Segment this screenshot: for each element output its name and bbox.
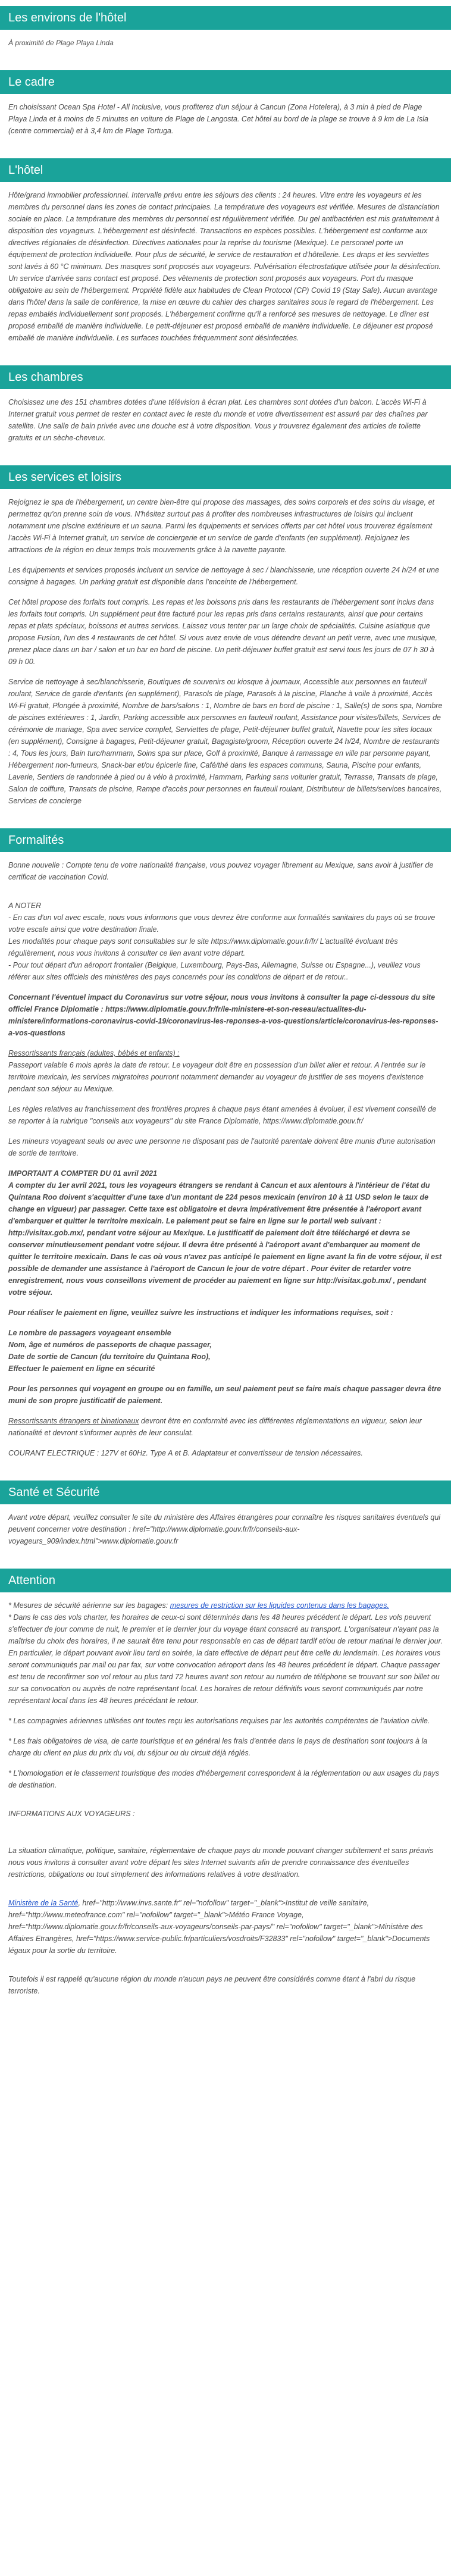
etrangers-label: Ressortissants étrangers et binationaux	[8, 1417, 139, 1425]
compagnies-text: * Les compagnies aériennes utilisées ont toutes reçu les autorisations requises par les autorités compétentes de l'aviation civile.	[8, 1717, 430, 1725]
regler-list: Le nombre de passagers voyageant ensemble Nom, âge et numéros de passeports de chaque passager, Date de sortie de Cancun (du territoire du Quintana Roo), Effectuer le paiement en ligne en sécurité	[8, 1329, 212, 1373]
anoter-3: - Pour tout départ d'un aéroport frontalier (Belgique, Luxembourg, Pays-Bas, Allemagne, Suisse ou Espagne...), veuillez vous référer aux sites officiels des ministères des pays concernés pour les conditions de départ et de retour..	[8, 961, 421, 981]
horaires-text: * Dans le cas des vols charter, les horaires de ceux-ci sont déterminés dans les 48 heures précédent le départ. Les vols peuvent s'effectuer de jour comme de nuit, le premier et le dernier jour du voyage étant consacré au transport. L'organisateur n'ayant pas la maîtrise du choix des horaires, il ne saurait être tenu pour responsable en cas de départ tardif et/ou de retour matinal le dernier jour. En particulier, le départ pouvant avoir lieu tard en soirée, la date effective de départ peut être celle du lendemain. Les horaires vous seront communiqués par mail ou par fax, sur votre convocation aéroport dans les 48 heures précédent le départ. Chaque passager est tenu de reconfirmer son vol retour au plus tard 72 heures avant son retour au numéro de téléphone se trouvant sur son billet ou sur sa convocation ou auprès de notre représentant local. Les horaires de retour définitifs vous seront communiqués par notre représentant local dans les 48 heures précédant le retour.	[8, 1613, 443, 1705]
section-services	[0, 489, 451, 828]
ressortissants-text: Passeport valable 6 mois après la date de retour. Le voyageur doit être en possession d'un billet aller et retour. A l'entrée sur le territoire mexicain, les services migratoires pourront notamment demander au voyageur de justifier de ses moyens d'existence pendant son séjour au Mexique.	[8, 1061, 426, 1093]
famille-text: Pour les personnes qui voyagent en groupe ou en famille, un seul paiement peut se faire mais chaque passager devra être muni de son propre justificatif de paiement.	[8, 1385, 441, 1405]
section-sante	[0, 1504, 451, 1569]
section-header-attention: Attention	[0, 1569, 451, 1592]
section-header-sante: Santé et Sécurité	[0, 1481, 451, 1504]
important-title: IMPORTANT A COMPTER DU 01 avril 2021	[8, 1169, 158, 1178]
etrangers-text: devront être en conformité avec les différentes réglementations en vigueur, selon leur nationalité et devront s'informer auprès de leur consulat.	[8, 1417, 422, 1437]
section-formalites	[0, 852, 451, 1481]
footer-text: Toutefois il est rappelé qu'aucune région du monde n'aucun pays ne peuvent être considérés comme étant à l'abri du risque terroriste.	[8, 1975, 416, 1995]
section-header-hotel: L'hôtel	[0, 158, 451, 182]
chambres-text: Choisissez une des 151 chambres dotées d'une télévision à écran plat. Les chambres sont dotées d'un balcon. L'accès Wi-Fi à Internet gratuit vous permet de rester en contact avec le reste du monde et votre divertissement est assuré par des chaînes par satellite. Une salle de bain privée avec une douche est à votre disposition. Vous y trouverez également des articles de toilette gratuits et un sèche-cheveux.	[8, 398, 428, 442]
sante-text: Avant votre départ, veuillez consulter le site du ministère des Affaires étrangères pour connaître les risques sanitaires éventuels qui peuvent concerner votre destination : href="http://www.diplomatie.gouv.fr/fr/conseils-aux-voyageurs_909/index.html">www.diplomatie.gouv.fr	[8, 1513, 441, 1545]
bagages-line	[8, 1600, 443, 1611]
concernant-text: Concernant l'éventuel impact du Coronavirus sur votre séjour, nous vous invitons à consulter la page ci-dessous du site officiel France Diplomatie : https://www.diplomatie.gouv.fr/fr/le-ministere-et-son-reseau/actualites-du-ministere/informations-coronavirus-covid-19/coronavirus-les-reponses-a-vos-questions/article/coronavirus-les-reponses-a-vos-questions	[8, 993, 439, 1037]
services-p2: Les équipements et services proposés incluent un service de nettoyage à sec / blanchisserie, une réception ouverte 24 h/24 et une consigne à bagages. Un parking gratuit est disponible dans l'enceinte de l'hébergement.	[8, 566, 440, 586]
ministere-para	[8, 1897, 443, 1957]
environs-text: À proximité de Plage Playa Linda	[8, 39, 114, 47]
important-text: A compter du 1er avril 2021, tous les voyageurs étrangers se rendant à Cancun et aux alentours à l'intérieur de l'état du Quintana Roo doivent s'acquitter d'une taxe d'un montant de 224 pesos mexicain (environ 10 à 11 USD selon le taux de change en vigueur) par passager. Cette taxe est obligatoire et devra impérativement être présentée à l'aéroport avant d'embarquer et quitter le territoire mexicain. Le paiement peut se faire en ligne sur le portail web suivant : http://visitax.gob.mx/, pendant votre séjour au Mexique. Le justificatif de paiement doit être téléchargé et devra se conserver minutieusement pendant votre séjour. Il devra être présenté à l'aéroport avant d'embarquer au moment de quitter le territoire mexicain. Dans le cas où vous n'avez pas anticipé le paiement en ligne avant la fin de votre séjour, il est possible de demander une assistance à l'aéroport de Cancun le jour de votre départ . Pour éviter de retarder votre enregistrement, nous vous conseillons vivement de procéder au paiement en ligne sur http://visitax.gob.mx/ , pendant votre séjour.	[8, 1181, 442, 1297]
anoter-label: A NOTER	[8, 902, 42, 910]
ministere-text: , href="http://www.invs.sante.fr" rel="nofollow" target="_blank">Institut de veille sanitaire, href="http://www.meteofrance.com" rel="nofollow" target="_blank">Météo France Voyage, href="http://www.diplomatie.gouv.fr/fr/conseils-aux-voyageurs/conseils-par-pays/" rel="nofollow" target="_blank">Ministère des Affaires Etrangères, href="https://www.service-public.fr/particuliers/vosdroits/F32833" rel="nofollow" target="_blank">Documents légaux pour la sortie du territoire.	[8, 1899, 430, 1955]
section-header-environs: Les environs de l'hôtel	[0, 6, 451, 30]
situation-text: La situation climatique, politique, sanitaire, réglementaire de chaque pays du monde pouvant changer subitement et sans préavis nous vous invitons à consulter avant votre départ les sites Internet suivants afin de prendre connaissance des éventuelles restrictions, obligations ou tout simplement des informations relatives à votre destination.	[8, 1846, 434, 1879]
formalites-intro: Bonne nouvelle : Compte tenu de votre nationalité française, vous pouvez voyager librement au Mexique, sans avoir à justifier de certificat de vaccination Covid.	[8, 861, 434, 881]
section-header-formalites: Formalités	[0, 828, 451, 852]
services-p4: Service de nettoyage à sec/blanchisserie, Boutiques de souvenirs ou kiosque à journaux, Accessible aux personnes en fauteuil roulant, Service de garde d'enfants (en supplément), Parasols de plage, Parasols à la piscine, Planche à voile à proximité, Accès Wi-Fi gratuit, Plongée à proximité, Nombre de bars/salons : 1, Nombre de bars en bord de piscine : 1, Salle(s) de sons spa, Nombre de piscines extérieures : 1, Jardin, Parking accessible aux personnes en fauteuil roulant, Assistance pour visites/billets, Services de cérémonie de mariage, Spa avec service complet, Serviettes de plage, Petit-déjeuner buffet gratuit, Navette pour les sites locaux (en supplément), Consigne à bagages, Petit-déjeuner gratuit, Bagagiste/groom, Réception ouverte 24 h/24, Nombre de restaurants : 4, Tous les jours, Bain turc/hammam, Soins spa sur place, Golf à proximité, Banque à ramassage en ville par personne payant, Hébergement non-fumeurs, Snack-bar et/ou épicerie fine, Café/thé dans les espaces communs, Sauna, Piscine pour enfants, Laverie, Sentiers de randonnée à pied ou à vélo à proximité, Hammam, Parking sans voiturier gratuit, Terrasse, Transats de plage, Salon de coiffure, Transats de piscine, Rampe d'accès pour personnes en fauteuil roulant, Distributeur de billets/services bancaires, Services de concierge	[8, 678, 443, 805]
anoter-1: - En cas d'un vol avec escale, nous vous informons que vous devrez être conforme aux formalités sanitaires du pays où se trouve votre escale ainsi que votre destination finale.	[8, 913, 436, 934]
section-chambres	[0, 389, 451, 465]
cadre-text: En choisissant Ocean Spa Hotel - All Inclusive, vous profiterez d'un séjour à Cancun (Zona Hotelera), à 3 min à pied de Plage Playa Linda et à moins de 5 minutes en voiture de Plage de Langosta. Cet hôtel au bord de la plage se trouve à 9 km de La Isla (centre commercial) et à 3,4 km de Plage Tortuga.	[8, 103, 429, 135]
section-attention	[0, 1592, 451, 2018]
section-header-services: Les services et loisirs	[0, 465, 451, 489]
homologation-text: * L'homologation et le classement touristique des modes d'hébergement correspondent à la réglementation ou aux usages du pays de destination.	[8, 1769, 439, 1789]
section-header-chambres: Les chambres	[0, 365, 451, 389]
etrangers-para	[8, 1415, 443, 1439]
ressortissants-label: Ressortissants français (adultes, bébés et enfants) :	[8, 1049, 180, 1057]
bagages-prefix: * Mesures de sécurité aérienne sur les bagages:	[8, 1601, 170, 1610]
regler-title: Pour réaliser le paiement en ligne, veuillez suivre les instructions et indiquer les informations requises, soit :	[8, 1309, 393, 1317]
services-p1: Rejoignez le spa de l'hébergement, un centre bien-être qui propose des massages, des soins corporels et des soins du visage, et permettez qu'on prenne soin de vous. N'hésitez surtout pas à profiter des nombreuses infrastructures de loisirs qui incluent notamment une piscine extérieure et un sauna. Parmi les équipements et services offerts par cet hôtel vous trouverez également l'accès Wi-Fi à Internet gratuit, un service de conciergerie et un service de garde d'enfants (en supplément). Rejoignez les attractions de la région en deux temps trois mouvements grâce à la navette payante.	[8, 498, 435, 554]
hotel-text: Hôte/grand immobilier professionnel. Intervalle prévu entre les séjours des clients : 24 heures. Vitre entre les voyageurs et les membres du personnel dans les zones de contact principales. La température des voyageurs est vérifiée. Mesures de distanciation sociale en place. La température des membres du personnel est régulièrement vérifiée. Du gel antibactérien est mis gratuitement à disposition des voyageurs. L'hébergement est désinfecté. Transactions en espèces possibles. L'hébergement est conforme aux directives régionales de désinfection. Directives nationales pour la reprise du tourisme (Mexique). Le personnel porte un équipement de protection individuelle. Pour plus de sécurité, le service de restauration et d'hôtellerie. Les draps et les serviettes sont lavés à 60 °C minimum. Des masques sont proposés aux voyageurs. Pulvérisation électrostatique utilisée pour la désinfection. Un service d'arrivée sans contact est proposé. Des vêtements de protection sont proposés aux voyageurs. Port du masque obligatoire au sein de l'hébergement. Propriété fidèle aux habitudes de Clean Protocol (CP) Covid 19 (Stay Safe). Aucun avantage dans l'hôtel dans la salle de conférence, la mise en œuvre du cahier des charges sanitaires sous le regard de l'hébergement. Les repas embalés individuellement sont proposés. L'hébergement confirme qu'il a renforcé ses mesures de nettoyage. Le dîner est proposé emballé de manière individuelle. Le petit-déjeuner est proposé emballé de manière individuelle. Le déjeuner est proposé emballé de manière individuelle. Les surfaces touchées fréquemment sont désinfectées.	[8, 191, 441, 342]
services-p3: Cet hôtel propose des forfaits tout compris. Les repas et les boissons pris dans les restaurants de l'hébergement sont inclus dans les forfaits tout compris. Un supplément peut être facturé pour les repas pris dans certains restaurants, ainsi que pour certains repas et plats spéciaux, boissons et autres services. Laissez vous tenter par un large choix de spécialités. Cuisine asiatique que propose Fusion, l'un des 4 restaurants de cet hôtel. Si vous avez envie de vous détendre devant un petit verre, avec une musique, prenez place dans un bar / salon et un bar en bord de piscine. Un petit-déjeuner buffet gratuit est servi tous les jours de 07 h 30 à 09 h 00.	[8, 598, 437, 666]
ministere-link[interactable]: Ministère de la Santé	[8, 1899, 79, 1907]
section-cadre	[0, 94, 451, 158]
anoter-2: Les modalités pour chaque pays sont consultables sur le site https://www.diplomatie.gouv.fr/fr/ L'actualité évoluant très régulièrement, nous vous invitons à consulter ce lien avant votre départ.	[8, 937, 398, 957]
bagages-link[interactable]: mesures de restriction sur les liquides contenus dans les bagages.	[170, 1601, 389, 1610]
section-environs	[0, 30, 451, 70]
frais-text: * Les frais obligatoires de visa, de carte touristique et en général les frais d'entrée dans le pays de destination sont toujours à la charge du client en plus du prix du vol, du séjour ou du circuit déjà réglés.	[8, 1737, 428, 1757]
courant-text: COURANT ELECTRIQUE : 127V et 60Hz. Type A et B. Adaptateur et convertisseur de tension nécessaires.	[8, 1449, 363, 1457]
section-hotel	[0, 182, 451, 365]
infos-title: INFORMATIONS AUX VOYAGEURS :	[8, 1810, 135, 1818]
mineurs-text: Les mineurs voyageant seuls ou avec une personne ne disposant pas de l'autorité parentale doivent être munis d'une autorisation de sortie de territoire.	[8, 1137, 436, 1157]
regles-text: Les règles relatives au franchissement des frontières propres à chaque pays étant amenées à évoluer, il est vivement conseillé de se reporter à la rubrique "conseils aux voyageurs" du site France Diplomatie, https://www.diplomatie.gouv.fr/	[8, 1105, 437, 1125]
section-header-cadre: Le cadre	[0, 70, 451, 94]
